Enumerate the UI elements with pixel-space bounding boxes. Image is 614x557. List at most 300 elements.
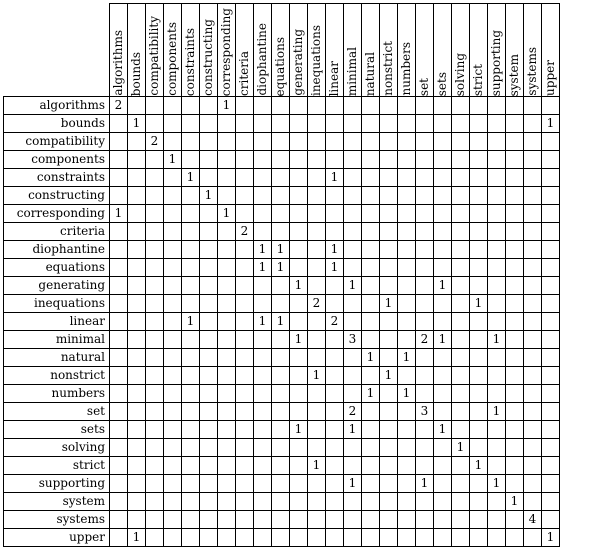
matrix-cell [470, 331, 488, 349]
matrix-cell [506, 403, 524, 421]
matrix-cell [524, 205, 542, 223]
matrix-cell [218, 151, 236, 169]
matrix-cell: 1 [434, 331, 452, 349]
table-row [4, 367, 560, 385]
matrix-cell [164, 475, 182, 493]
matrix-cell [326, 331, 344, 349]
matrix-cell [128, 277, 146, 295]
matrix-cell [182, 259, 200, 277]
matrix-cell [470, 151, 488, 169]
matrix-cell [308, 241, 326, 259]
matrix-cell [542, 439, 560, 457]
table-row [4, 331, 560, 349]
matrix-cell [254, 457, 272, 475]
column-header-supporting [488, 4, 506, 97]
matrix-cell [524, 475, 542, 493]
matrix-cell [344, 97, 362, 115]
row-header-minimal: minimal [4, 331, 110, 349]
matrix-cell [200, 205, 218, 223]
matrix-cell [470, 403, 488, 421]
matrix-cell [506, 223, 524, 241]
matrix-cell [290, 115, 308, 133]
matrix-cell [488, 439, 506, 457]
matrix-cell: 2 [236, 223, 254, 241]
matrix-cell [146, 421, 164, 439]
matrix-cell [344, 493, 362, 511]
matrix-cell [146, 313, 164, 331]
matrix-cell [344, 133, 362, 151]
matrix-cell [524, 97, 542, 115]
matrix-cell [326, 367, 344, 385]
matrix-cell [272, 295, 290, 313]
matrix-cell [524, 421, 542, 439]
matrix-cell [434, 493, 452, 511]
matrix-cell [434, 115, 452, 133]
matrix-cell [200, 367, 218, 385]
matrix-cell: 2 [416, 331, 434, 349]
matrix-cell [380, 439, 398, 457]
matrix-cell [146, 277, 164, 295]
matrix-cell [542, 493, 560, 511]
matrix-cell [470, 475, 488, 493]
co-occurrence-matrix [3, 3, 560, 547]
matrix-cell [380, 349, 398, 367]
matrix-cell [416, 151, 434, 169]
matrix-cell [218, 511, 236, 529]
row-header-linear: linear [4, 313, 110, 331]
matrix-cell [326, 511, 344, 529]
column-header-row [4, 4, 560, 97]
matrix-cell [236, 529, 254, 547]
matrix-cell [272, 511, 290, 529]
matrix-cell [200, 277, 218, 295]
matrix-cell [182, 277, 200, 295]
matrix-cell [344, 367, 362, 385]
matrix-cell [254, 187, 272, 205]
matrix-cell [326, 205, 344, 223]
matrix-cell [542, 151, 560, 169]
matrix-cell [110, 403, 128, 421]
matrix-cell [380, 529, 398, 547]
matrix-cell [236, 439, 254, 457]
matrix-cell [200, 259, 218, 277]
matrix-cell [290, 385, 308, 403]
matrix-cell [290, 151, 308, 169]
matrix-cell [254, 277, 272, 295]
column-header-corresponding [218, 4, 236, 97]
matrix-cell [362, 511, 380, 529]
matrix-cell: 1 [488, 331, 506, 349]
row-header-constructing: constructing [4, 187, 110, 205]
matrix-cell [182, 349, 200, 367]
matrix-cell [326, 151, 344, 169]
matrix-cell [398, 169, 416, 187]
matrix-cell [128, 205, 146, 223]
matrix-cell [236, 385, 254, 403]
matrix-cell: 1 [326, 259, 344, 277]
matrix-cell [128, 259, 146, 277]
matrix-cell: 1 [164, 151, 182, 169]
matrix-cell [506, 385, 524, 403]
matrix-cell [452, 241, 470, 259]
matrix-cell: 1 [254, 313, 272, 331]
matrix-cell: 1 [506, 493, 524, 511]
matrix-cell [128, 313, 146, 331]
matrix-cell [452, 277, 470, 295]
matrix-cell [254, 169, 272, 187]
matrix-cell [452, 493, 470, 511]
matrix-cell [146, 331, 164, 349]
column-header-label: sets [435, 71, 449, 96]
matrix-cell [200, 493, 218, 511]
matrix-cell [146, 187, 164, 205]
matrix-cell [128, 367, 146, 385]
matrix-cell [416, 421, 434, 439]
matrix-cell [416, 169, 434, 187]
column-header-system [506, 4, 524, 97]
column-header-diophantine [254, 4, 272, 97]
table-row [4, 493, 560, 511]
matrix-cell [254, 529, 272, 547]
matrix-cell [542, 277, 560, 295]
matrix-cell [524, 151, 542, 169]
matrix-cell [488, 457, 506, 475]
table-row [4, 457, 560, 475]
table-row [4, 403, 560, 421]
matrix-cell [488, 529, 506, 547]
matrix-cell [416, 97, 434, 115]
row-header-systems: systems [4, 511, 110, 529]
matrix-cell [416, 115, 434, 133]
matrix-cell [470, 205, 488, 223]
matrix-cell [254, 151, 272, 169]
column-header-label: algorithms [111, 30, 125, 96]
matrix-cell [326, 439, 344, 457]
matrix-cell [236, 349, 254, 367]
matrix-cell [218, 133, 236, 151]
matrix-cell [218, 277, 236, 295]
matrix-cell [200, 97, 218, 115]
matrix-cell [488, 313, 506, 331]
matrix-cell [236, 475, 254, 493]
matrix-cell [236, 421, 254, 439]
matrix-cell [380, 259, 398, 277]
matrix-cell: 1 [128, 115, 146, 133]
matrix-cell [326, 295, 344, 313]
matrix-cell [164, 187, 182, 205]
matrix-cell [200, 439, 218, 457]
matrix-cell [308, 97, 326, 115]
column-header-label: corresponding [219, 7, 233, 96]
matrix-cell [218, 223, 236, 241]
matrix-cell [272, 421, 290, 439]
matrix-cell [470, 277, 488, 295]
column-header-nonstrict [380, 4, 398, 97]
column-header-set [416, 4, 434, 97]
matrix-cell: 1 [344, 421, 362, 439]
table-row [4, 133, 560, 151]
matrix-cell [308, 187, 326, 205]
matrix-cell [128, 439, 146, 457]
matrix-cell: 2 [308, 295, 326, 313]
matrix-cell [470, 493, 488, 511]
matrix-cell [524, 187, 542, 205]
matrix-cell [110, 367, 128, 385]
matrix-cell [380, 115, 398, 133]
matrix-cell [362, 97, 380, 115]
matrix-cell [164, 277, 182, 295]
matrix-cell: 3 [416, 403, 434, 421]
matrix-cell: 1 [380, 295, 398, 313]
matrix-cell [290, 457, 308, 475]
matrix-cell [398, 97, 416, 115]
column-header-systems [524, 4, 542, 97]
row-header-set: set [4, 403, 110, 421]
matrix-cell [110, 295, 128, 313]
matrix-cell [398, 295, 416, 313]
matrix-cell [290, 133, 308, 151]
matrix-cell [488, 367, 506, 385]
matrix-cell [218, 115, 236, 133]
matrix-cell [524, 259, 542, 277]
matrix-cell [452, 259, 470, 277]
column-header-label: diophantine [255, 23, 269, 96]
matrix-cell [290, 187, 308, 205]
matrix-cell [344, 187, 362, 205]
column-header-components [164, 4, 182, 97]
matrix-cell [362, 133, 380, 151]
matrix-cell [470, 313, 488, 331]
matrix-cell [542, 169, 560, 187]
matrix-cell [254, 223, 272, 241]
matrix-cell [398, 493, 416, 511]
matrix-cell [362, 493, 380, 511]
matrix-cell [308, 493, 326, 511]
matrix-cell [506, 187, 524, 205]
matrix-cell [110, 385, 128, 403]
matrix-cell [110, 187, 128, 205]
matrix-cell [398, 187, 416, 205]
matrix-cell [164, 403, 182, 421]
matrix-cell [362, 313, 380, 331]
matrix-cell [236, 259, 254, 277]
matrix-cell [344, 385, 362, 403]
matrix-cell: 1 [182, 169, 200, 187]
matrix-cell [254, 115, 272, 133]
matrix-cell [344, 205, 362, 223]
matrix-cell [452, 169, 470, 187]
matrix-cell [380, 151, 398, 169]
matrix-cell [110, 115, 128, 133]
matrix-cell [326, 385, 344, 403]
matrix-cell [272, 331, 290, 349]
matrix-cell [272, 169, 290, 187]
matrix-cell [488, 511, 506, 529]
matrix-cell [308, 313, 326, 331]
matrix-cell: 1 [290, 277, 308, 295]
table-row [4, 205, 560, 223]
matrix-cell [434, 259, 452, 277]
table-row [4, 385, 560, 403]
matrix-cell [182, 115, 200, 133]
row-header-solving: solving [4, 439, 110, 457]
matrix-cell: 2 [344, 403, 362, 421]
matrix-cell [524, 349, 542, 367]
matrix-cell: 1 [398, 349, 416, 367]
matrix-cell [110, 475, 128, 493]
matrix-cell: 2 [110, 97, 128, 115]
matrix-cell [290, 169, 308, 187]
matrix-cell [326, 133, 344, 151]
column-header-label: set [417, 77, 431, 96]
matrix-cell [200, 133, 218, 151]
matrix-cell [506, 529, 524, 547]
matrix-cell [200, 349, 218, 367]
matrix-cell [398, 313, 416, 331]
matrix-cell [434, 511, 452, 529]
row-header-upper: upper [4, 529, 110, 547]
matrix-cell [308, 511, 326, 529]
matrix-cell [362, 529, 380, 547]
matrix-cell [182, 241, 200, 259]
matrix-cell [434, 187, 452, 205]
matrix-cell [380, 205, 398, 223]
matrix-cell [434, 97, 452, 115]
matrix-cell [326, 493, 344, 511]
matrix-cell [164, 493, 182, 511]
matrix-cell [272, 97, 290, 115]
matrix-cell [542, 97, 560, 115]
matrix-cell [416, 205, 434, 223]
row-header-natural: natural [4, 349, 110, 367]
column-header-natural [362, 4, 380, 97]
matrix-cell [182, 187, 200, 205]
column-header-label: supporting [489, 29, 503, 96]
matrix-cell [488, 493, 506, 511]
matrix-cell [146, 205, 164, 223]
column-header-inequations [308, 4, 326, 97]
matrix-cell [452, 313, 470, 331]
matrix-body [4, 97, 560, 547]
matrix-cell: 1 [362, 385, 380, 403]
matrix-cell [308, 439, 326, 457]
matrix-cell [182, 511, 200, 529]
table-row [4, 241, 560, 259]
matrix-cell: 1 [416, 475, 434, 493]
matrix-cell [398, 223, 416, 241]
matrix-cell [272, 349, 290, 367]
matrix-cell [488, 133, 506, 151]
matrix-cell [164, 385, 182, 403]
matrix-cell [200, 529, 218, 547]
matrix-cell [236, 115, 254, 133]
matrix-cell [146, 457, 164, 475]
table-row [4, 529, 560, 547]
matrix-cell [254, 511, 272, 529]
matrix-cell [146, 223, 164, 241]
matrix-cell [146, 241, 164, 259]
matrix-cell [308, 385, 326, 403]
matrix-cell [128, 349, 146, 367]
matrix-cell [488, 421, 506, 439]
matrix-cell [434, 223, 452, 241]
matrix-cell: 1 [200, 187, 218, 205]
matrix-cell [128, 385, 146, 403]
matrix-cell [344, 259, 362, 277]
matrix-cell [362, 115, 380, 133]
matrix-cell [524, 133, 542, 151]
matrix-cell [362, 475, 380, 493]
matrix-cell [488, 223, 506, 241]
column-header-label: criteria [237, 51, 251, 96]
matrix-cell [182, 367, 200, 385]
matrix-cell [416, 259, 434, 277]
row-header-constraints: constraints [4, 169, 110, 187]
matrix-cell [182, 205, 200, 223]
matrix-cell: 1 [254, 241, 272, 259]
matrix-cell [146, 259, 164, 277]
table-row [4, 349, 560, 367]
matrix-cell [128, 493, 146, 511]
matrix-cell [146, 511, 164, 529]
column-header-criteria [236, 4, 254, 97]
matrix-cell [110, 421, 128, 439]
matrix-cell [254, 403, 272, 421]
matrix-cell [380, 277, 398, 295]
matrix-cell [308, 475, 326, 493]
row-header-system: system [4, 493, 110, 511]
matrix-cell [110, 439, 128, 457]
matrix-cell [164, 97, 182, 115]
table-row [4, 187, 560, 205]
matrix-cell [164, 529, 182, 547]
matrix-cell [200, 295, 218, 313]
matrix-cell [308, 151, 326, 169]
matrix-cell [200, 475, 218, 493]
matrix-cell [398, 241, 416, 259]
matrix-cell [218, 457, 236, 475]
matrix-cell [272, 475, 290, 493]
matrix-cell [380, 223, 398, 241]
matrix-cell [416, 133, 434, 151]
matrix-cell [110, 223, 128, 241]
matrix-cell [236, 313, 254, 331]
table-row [4, 277, 560, 295]
matrix-cell [254, 295, 272, 313]
matrix-cell [182, 457, 200, 475]
matrix-cell [200, 511, 218, 529]
matrix-cell [182, 421, 200, 439]
column-header-label: numbers [399, 42, 413, 96]
matrix-cell [506, 421, 524, 439]
matrix-cell [290, 403, 308, 421]
matrix-cell [416, 367, 434, 385]
matrix-cell [128, 403, 146, 421]
matrix-cell [146, 367, 164, 385]
matrix-cell [362, 187, 380, 205]
matrix-cell [164, 457, 182, 475]
matrix-cell [488, 277, 506, 295]
matrix-cell [110, 259, 128, 277]
matrix-cell [308, 169, 326, 187]
matrix-cell [272, 457, 290, 475]
matrix-cell [524, 457, 542, 475]
matrix-cell [344, 529, 362, 547]
matrix-cell [164, 331, 182, 349]
matrix-cell [182, 133, 200, 151]
column-header-label: constructing [201, 19, 215, 96]
row-header-criteria: criteria [4, 223, 110, 241]
